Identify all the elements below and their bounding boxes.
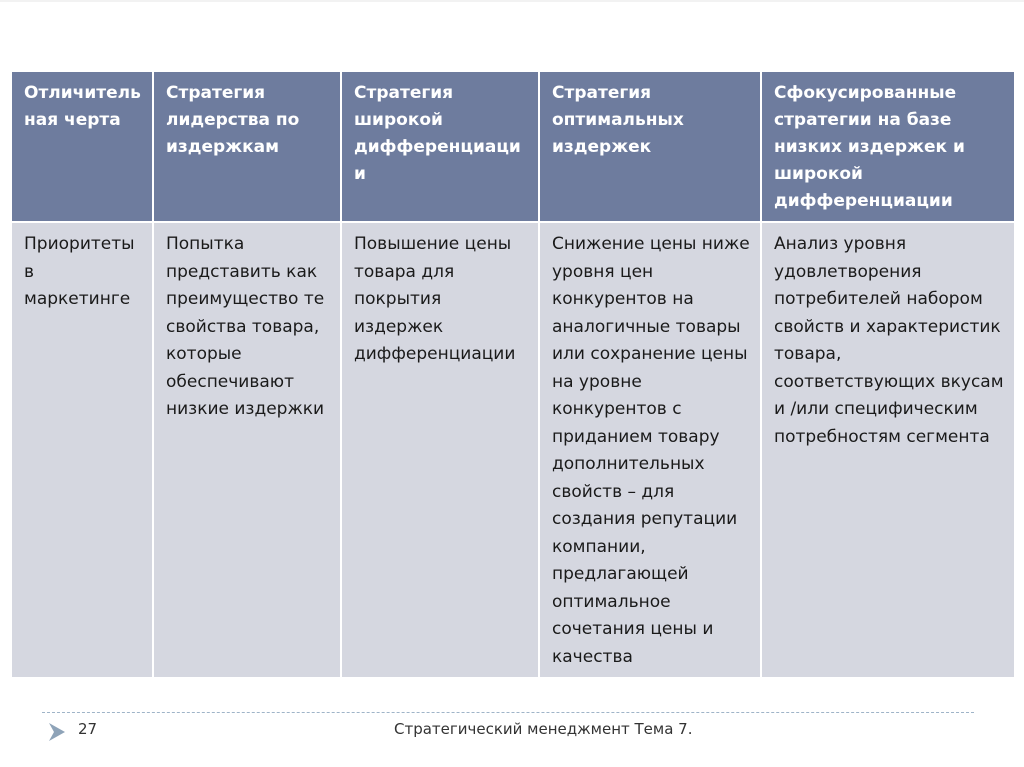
cell-focused-strategies: Анализ уровня удовлетворения потребителей набором свойств и характеристик товара, соответствующих вкусам и /или специфическим потребностям сегмента: [761, 222, 1015, 678]
header-focused-strategies: Сфокусированные стратегии на базе низких издержек и широкой дифференциации: [761, 71, 1015, 222]
strategy-comparison-table: [10, 70, 1016, 679]
header-broad-differentiation: Стратегия широкой дифференциаци и: [341, 71, 539, 222]
footer-divider: [42, 712, 974, 713]
header-distinguishing-feature: Отличитель ная черта: [11, 71, 153, 222]
cell-marketing-priorities: Приоритеты в маркетинге: [11, 222, 153, 678]
table-header-row: [11, 71, 1015, 222]
header-best-cost: Стратегия оптимальных издержек: [539, 71, 761, 222]
cell-broad-differentiation: Повышение цены товара для покрытия издержек дифференциации: [341, 222, 539, 678]
table-row: [11, 222, 1015, 678]
triangle-arrow-icon: [48, 722, 66, 742]
slide-top-line: [0, 0, 1024, 2]
header-cost-leadership: Стратегия лидерства по издержкам: [153, 71, 341, 222]
cell-best-cost: Снижение цены ниже уровня цен конкурентов на аналогичные товары или сохранение цены на уровне конкурентов с приданием товару дополнительных свойств – для создания репутации компании, предлагающей оптимальное сочетания цены и качества: [539, 222, 761, 678]
page-number: 27: [78, 720, 98, 738]
cell-cost-leadership: Попытка представить как преимущество те свойства товара, которые обеспечивают низкие издержки: [153, 222, 341, 678]
footer-title: Стратегический менеджмент Тема 7.: [394, 720, 693, 738]
